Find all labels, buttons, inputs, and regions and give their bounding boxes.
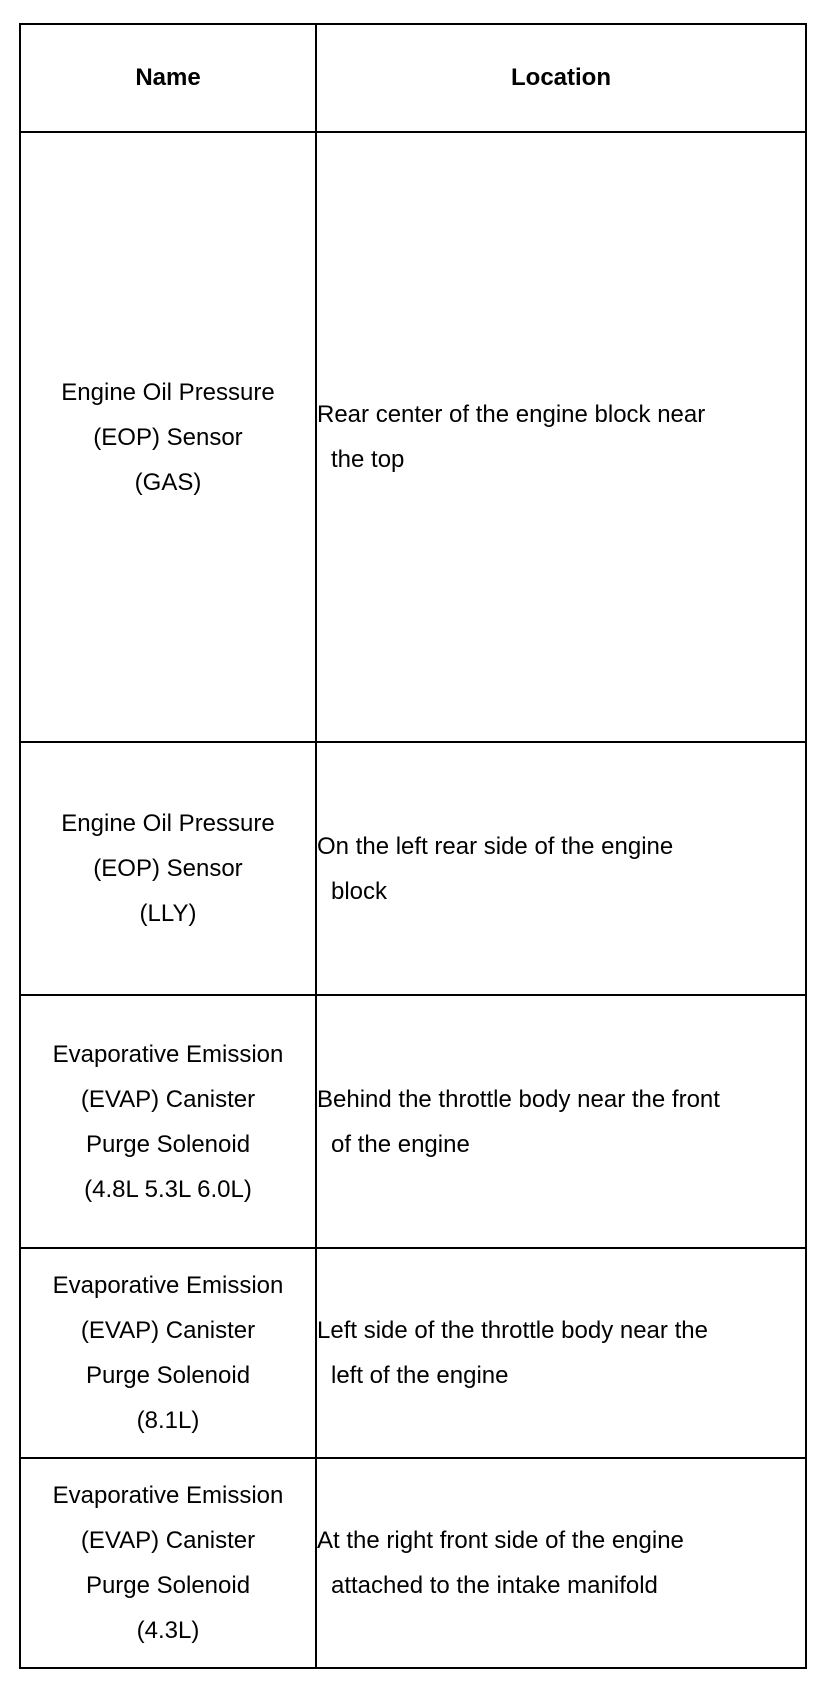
location-column-header: Location [316,24,806,132]
component-name-line: (4.8L 5.3L 6.0L) [84,1175,252,1203]
component-name-line: Engine Oil Pressure [61,378,275,406]
component-name-line: Purge Solenoid [85,1572,251,1599]
component-location-line: Rear center of the engine block near [317,401,706,428]
component-name-line: Purge Solenoid [85,1130,251,1158]
table-body [20,132,806,1668]
component-name-cell [20,1458,316,1668]
component-location-line: Behind the throttle body near the front [317,1085,720,1113]
component-location-cell [316,1248,806,1458]
component-name-line: (EVAP) Canister [80,1317,256,1344]
component-location-line: On the left rear side of the engine [317,832,674,860]
component-location-cell [316,995,806,1248]
table-row [20,742,806,995]
name-column-header: Name [20,24,316,132]
component-location-line: At the right front side of the engine [317,1527,684,1554]
component-name-line: Evaporative Emission [52,1482,284,1509]
component-name-line: (4.3L) [136,1617,200,1644]
component-name-line: Evaporative Emission [52,1040,284,1068]
component-location-line: attached to the intake manifold [331,1572,658,1599]
component-location-cell [316,1458,806,1668]
component-location-line: Left side of the throttle body near the [317,1317,708,1344]
header-row [20,24,806,132]
table-header [20,24,806,132]
table-row [20,132,806,742]
component-location-line: left of the engine [331,1362,509,1389]
table-row [20,1458,806,1668]
component-location-cell [316,132,806,742]
table-row [20,995,806,1248]
component-name-cell [20,995,316,1248]
component-name-line: Purge Solenoid [85,1362,251,1389]
component-name-line: Engine Oil Pressure [61,810,275,837]
component-name-cell [20,1248,316,1458]
component-name-line: (EOP) Sensor [93,423,243,451]
component-location-line: of the engine [331,1130,470,1158]
component-location-line: the top [331,446,405,473]
component-location-table [19,23,807,1669]
component-name-line: (8.1L) [136,1407,200,1434]
component-location-line: block [331,877,388,905]
component-name-cell [20,132,316,742]
component-name-line: (EOP) Sensor [93,855,243,882]
component-name-line: (LLY) [139,900,197,927]
table-row [20,1248,806,1458]
component-name-line: (EVAP) Canister [80,1085,256,1113]
component-location-cell [316,742,806,995]
component-name-line: Evaporative Emission [52,1272,284,1299]
component-name-line: (GAS) [134,468,202,496]
component-name-line: (EVAP) Canister [80,1527,256,1554]
component-name-cell [20,742,316,995]
